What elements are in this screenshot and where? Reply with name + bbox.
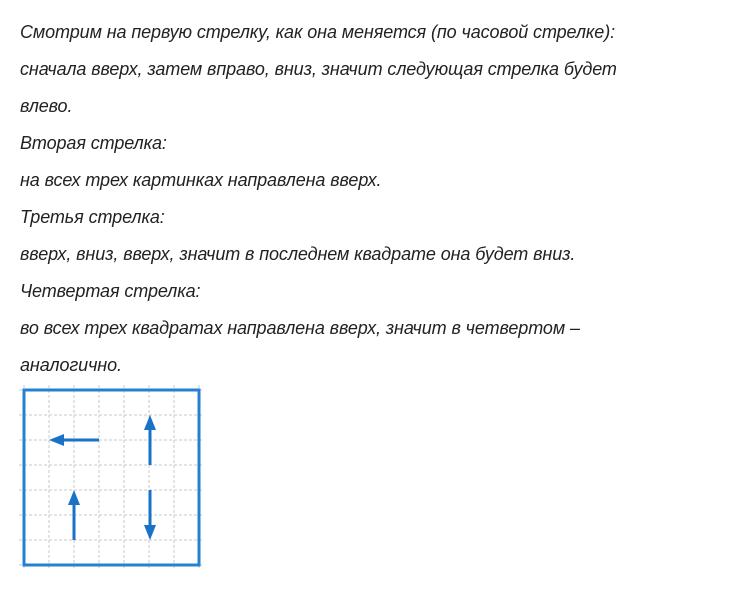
text-line-10: аналогично. bbox=[20, 355, 122, 375]
text-line-3: влево. bbox=[20, 96, 73, 116]
grid-square-figure bbox=[14, 380, 214, 580]
text-line-8: Четвертая стрелка: bbox=[20, 281, 201, 301]
text-line-5: на всех трех картинках направлена вверх. bbox=[20, 170, 382, 190]
square-border bbox=[24, 390, 199, 565]
text-line-1: Смотрим на первую стрелку, как она меняется (по часовой стрелке): bbox=[20, 22, 616, 42]
explanation-text bbox=[20, 14, 720, 384]
text-line-2: сначала вверх, затем вправо, вниз, значит следующая стрелка будет bbox=[20, 59, 617, 79]
text-line-9: во всех трех квадратах направлена вверх, значит в четвертом – bbox=[20, 318, 580, 338]
grid-lines bbox=[19, 385, 204, 570]
text-line-4: Вторая стрелка: bbox=[20, 133, 167, 153]
text-line-6: Третья стрелка: bbox=[20, 207, 165, 227]
answer-diagram bbox=[14, 380, 214, 580]
text-line-7: вверх, вниз, вверх, значит в последнем квадрате она будет вниз. bbox=[20, 244, 576, 264]
